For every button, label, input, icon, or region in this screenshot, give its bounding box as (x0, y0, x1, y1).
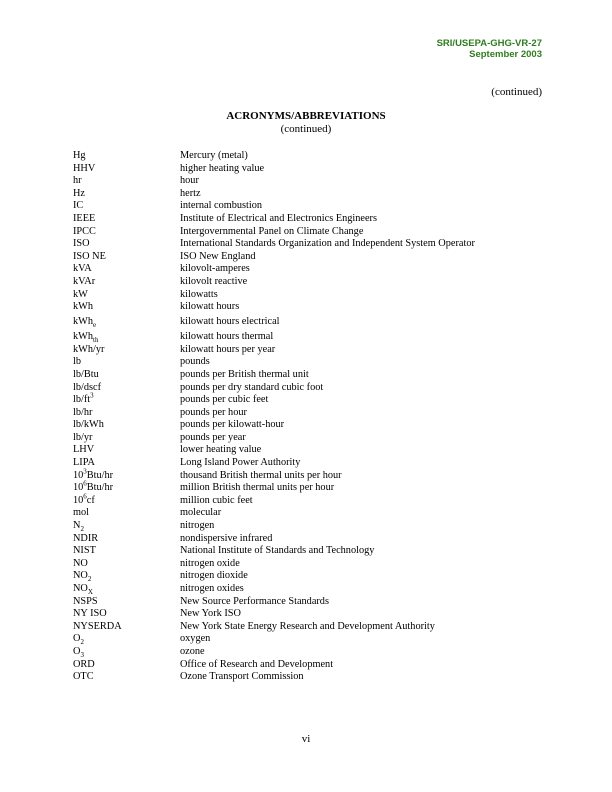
acronym-term: ORD (73, 658, 95, 670)
acronym-term: NDIR (73, 532, 99, 544)
acronym-term: kWh/yr (73, 343, 105, 355)
acronym-definition: million cubic feet (180, 494, 253, 506)
acronym-term-superscript: 6 (83, 492, 87, 501)
acronym-row (73, 558, 553, 571)
acronym-term (73, 467, 180, 483)
acronym-term-base: kWh (73, 330, 94, 342)
acronym-term-base: NO (73, 570, 88, 582)
acronym-row (73, 646, 553, 659)
acronym-term: lb/hr (73, 406, 93, 418)
acronym-term (73, 314, 180, 329)
acronym-term: lb/yr (73, 431, 93, 443)
acronym-term-superscript: 6 (83, 479, 87, 488)
acronym-term-base: 10 (73, 469, 84, 481)
acronym-row (73, 457, 553, 470)
acronym-term (73, 492, 180, 508)
acronym-term (73, 329, 180, 344)
acronym-row (73, 226, 553, 239)
acronym-definition: lower heating value (180, 444, 262, 456)
continued-note: (continued) (491, 86, 542, 98)
acronym-row (73, 520, 553, 533)
acronym-definition: nondispersive infrared (180, 532, 273, 544)
acronym-row (73, 570, 553, 583)
acronym-term (73, 391, 180, 407)
acronym-term: lb/Btu (73, 368, 99, 380)
acronym-row (73, 188, 553, 201)
acronym-term (73, 520, 180, 533)
acronym-term: lb (73, 356, 82, 368)
acronym-term: HHV (73, 162, 96, 174)
acronym-row (73, 621, 553, 634)
acronym-definition: ISO New England (180, 250, 256, 262)
acronym-term: mol (73, 507, 90, 519)
acronym-definition: nitrogen oxides (180, 583, 244, 594)
acronym-row (73, 407, 553, 420)
acronym-term: Hz (73, 187, 86, 199)
acronym-definition: kilowatt hours (180, 301, 240, 313)
acronym-term: lb/kWh (73, 419, 104, 431)
acronym-term: NYSERDA (73, 620, 122, 632)
acronym-definition: thousand British thermal units per hour (180, 469, 342, 481)
acronym-row (73, 608, 553, 621)
acronym-definition: kilowatt hours electrical (180, 315, 280, 327)
acronym-definition: internal combustion (180, 200, 263, 212)
acronym-row (73, 301, 553, 314)
section-subtitle: (continued) (280, 123, 332, 135)
acronym-definition: pounds per dry standard cubic foot (180, 381, 324, 393)
acronym-term-subscript: 2 (87, 575, 92, 584)
acronym-definition: kilovolt reactive (180, 275, 248, 287)
acronym-definition: pounds (180, 356, 210, 368)
acronym-row (73, 659, 553, 672)
acronym-term: kVAr (73, 275, 96, 287)
acronym-row (73, 583, 553, 596)
acronym-definition: Office of Research and Development (180, 658, 334, 670)
acronym-definition: nitrogen oxide (180, 557, 240, 569)
acronym-term-base: 10 (73, 482, 84, 494)
acronym-term-base: lb/ft (73, 394, 91, 406)
acronym-term-subscript: 3 (80, 651, 84, 660)
acronym-term: OTC (73, 671, 94, 683)
acronym-term (73, 479, 180, 495)
acronym-definition: hour (180, 175, 199, 187)
acronym-term-subscript: th (93, 335, 99, 344)
acronym-definition: pounds per cubic feet (180, 394, 269, 406)
acronym-row (73, 533, 553, 546)
acronym-definition: nitrogen (180, 520, 215, 532)
acronym-row (73, 263, 553, 276)
acronym-row (73, 545, 553, 558)
acronym-row (73, 432, 553, 445)
acronym-definition: Intergovernmental Panel on Climate Change (180, 225, 364, 237)
acronym-row (73, 479, 553, 495)
acronym-term-base: 10 (73, 494, 84, 506)
acronym-definition: Mercury (metal) (180, 150, 248, 161)
report-id: SRI/USEPA-GHG-VR-27 (436, 38, 542, 49)
acronym-definition: kilowatt hours thermal (180, 330, 274, 342)
acronym-row (73, 492, 553, 508)
acronym-term: IPCC (73, 225, 96, 237)
acronym-row (73, 444, 553, 457)
acronym-row (73, 175, 553, 188)
acronym-row (73, 507, 553, 520)
acronym-row (73, 344, 553, 357)
acronym-term-base: O (73, 645, 81, 657)
acronym-definition: kilovolt-amperes (180, 263, 250, 275)
acronym-row (73, 329, 553, 344)
acronym-row (73, 633, 553, 646)
acronym-definition: million British thermal units per hour (180, 482, 335, 494)
acronym-term: kVA (73, 263, 92, 275)
acronym-term: ISO (73, 238, 90, 250)
acronym-row (73, 238, 553, 251)
acronym-term: hr (73, 175, 82, 187)
acronym-row (73, 314, 553, 329)
acronym-term-tail: cf (86, 494, 95, 506)
report-date: September 2003 (469, 49, 542, 60)
acronym-term: kWh (73, 301, 94, 313)
acronym-definition: ozone (180, 645, 205, 657)
acronym-term: ISO NE (73, 250, 106, 262)
acronym-term-superscript: 3 (90, 391, 94, 400)
acronym-term (73, 646, 180, 659)
acronym-term-base: N (73, 520, 81, 532)
acronym-term: kW (73, 288, 88, 300)
acronym-term (73, 583, 180, 596)
acronym-term: NIST (73, 545, 96, 557)
acronym-definition: pounds per British thermal unit (180, 368, 309, 380)
section-title: ACRONYMS/ABBREVIATIONS (226, 110, 386, 122)
acronym-definition: Institute of Electrical and Electronics Engineers (180, 212, 377, 224)
acronym-row (73, 419, 553, 432)
acronym-term: IC (73, 200, 84, 212)
report-header (437, 38, 542, 60)
acronym-term: IEEE (73, 212, 96, 224)
acronym-list (73, 150, 553, 684)
acronym-row (73, 163, 553, 176)
acronym-row (73, 369, 553, 382)
acronym-row (73, 596, 553, 609)
acronym-term: LHV (73, 444, 95, 456)
acronym-term: lb/dscf (73, 381, 102, 393)
acronym-term-subscript: X (87, 588, 93, 597)
acronym-row (73, 391, 553, 407)
acronym-definition: molecular (180, 507, 222, 519)
acronym-definition: Ozone Transport Commission (180, 671, 304, 683)
acronym-term-base: O (73, 633, 81, 645)
acronym-definition: higher heating value (180, 162, 265, 174)
acronym-row (73, 382, 553, 395)
acronym-row (73, 356, 553, 369)
acronym-definition: New Source Performance Standards (180, 595, 329, 607)
acronym-definition: pounds per kilowatt-hour (180, 419, 285, 431)
acronym-definition: nitrogen dioxide (180, 570, 248, 582)
acronym-definition: pounds per year (180, 431, 246, 443)
acronym-term-tail: Btu/hr (86, 482, 114, 494)
acronym-row (73, 289, 553, 302)
acronym-term: LIPA (73, 457, 95, 469)
acronym-term-base: NO (73, 583, 88, 594)
acronym-row (73, 200, 553, 213)
acronym-row (73, 276, 553, 289)
acronym-term (73, 570, 180, 583)
page-number: vi (301, 733, 311, 745)
acronym-row (73, 150, 553, 163)
acronym-term-subscript: e (93, 320, 97, 329)
acronym-term: Hg (73, 150, 86, 161)
acronym-row (73, 251, 553, 264)
acronym-definition: New York ISO (180, 608, 241, 620)
acronym-row (73, 213, 553, 226)
acronym-term: NY ISO (73, 608, 107, 620)
acronym-definition: International Standards Organization and Independent System Operator (180, 238, 475, 250)
acronym-term: NO (73, 557, 88, 569)
acronym-definition: National Institute of Standards and Technology (180, 545, 375, 557)
acronym-term-superscript: 3 (83, 467, 87, 476)
acronym-definition: Long Island Power Authority (180, 457, 301, 469)
acronym-term: NSPS (73, 595, 98, 607)
acronym-definition: New York State Energy Research and Development Authority (180, 620, 435, 632)
section-heading (0, 110, 612, 136)
acronym-term-subscript: 2 (80, 525, 84, 534)
acronym-definition: oxygen (180, 633, 211, 645)
acronym-definition: pounds per hour (180, 406, 247, 418)
acronym-term-tail: Btu/hr (86, 469, 114, 481)
acronym-term-base: kWh (73, 315, 94, 327)
acronym-definition: kilowatt hours per year (180, 343, 276, 355)
acronym-row (73, 671, 553, 684)
acronym-term-subscript: 2 (80, 638, 84, 647)
acronym-definition: kilowatts (180, 288, 218, 300)
acronym-definition: hertz (180, 187, 201, 199)
acronym-row (73, 467, 553, 483)
acronym-term (73, 633, 180, 646)
